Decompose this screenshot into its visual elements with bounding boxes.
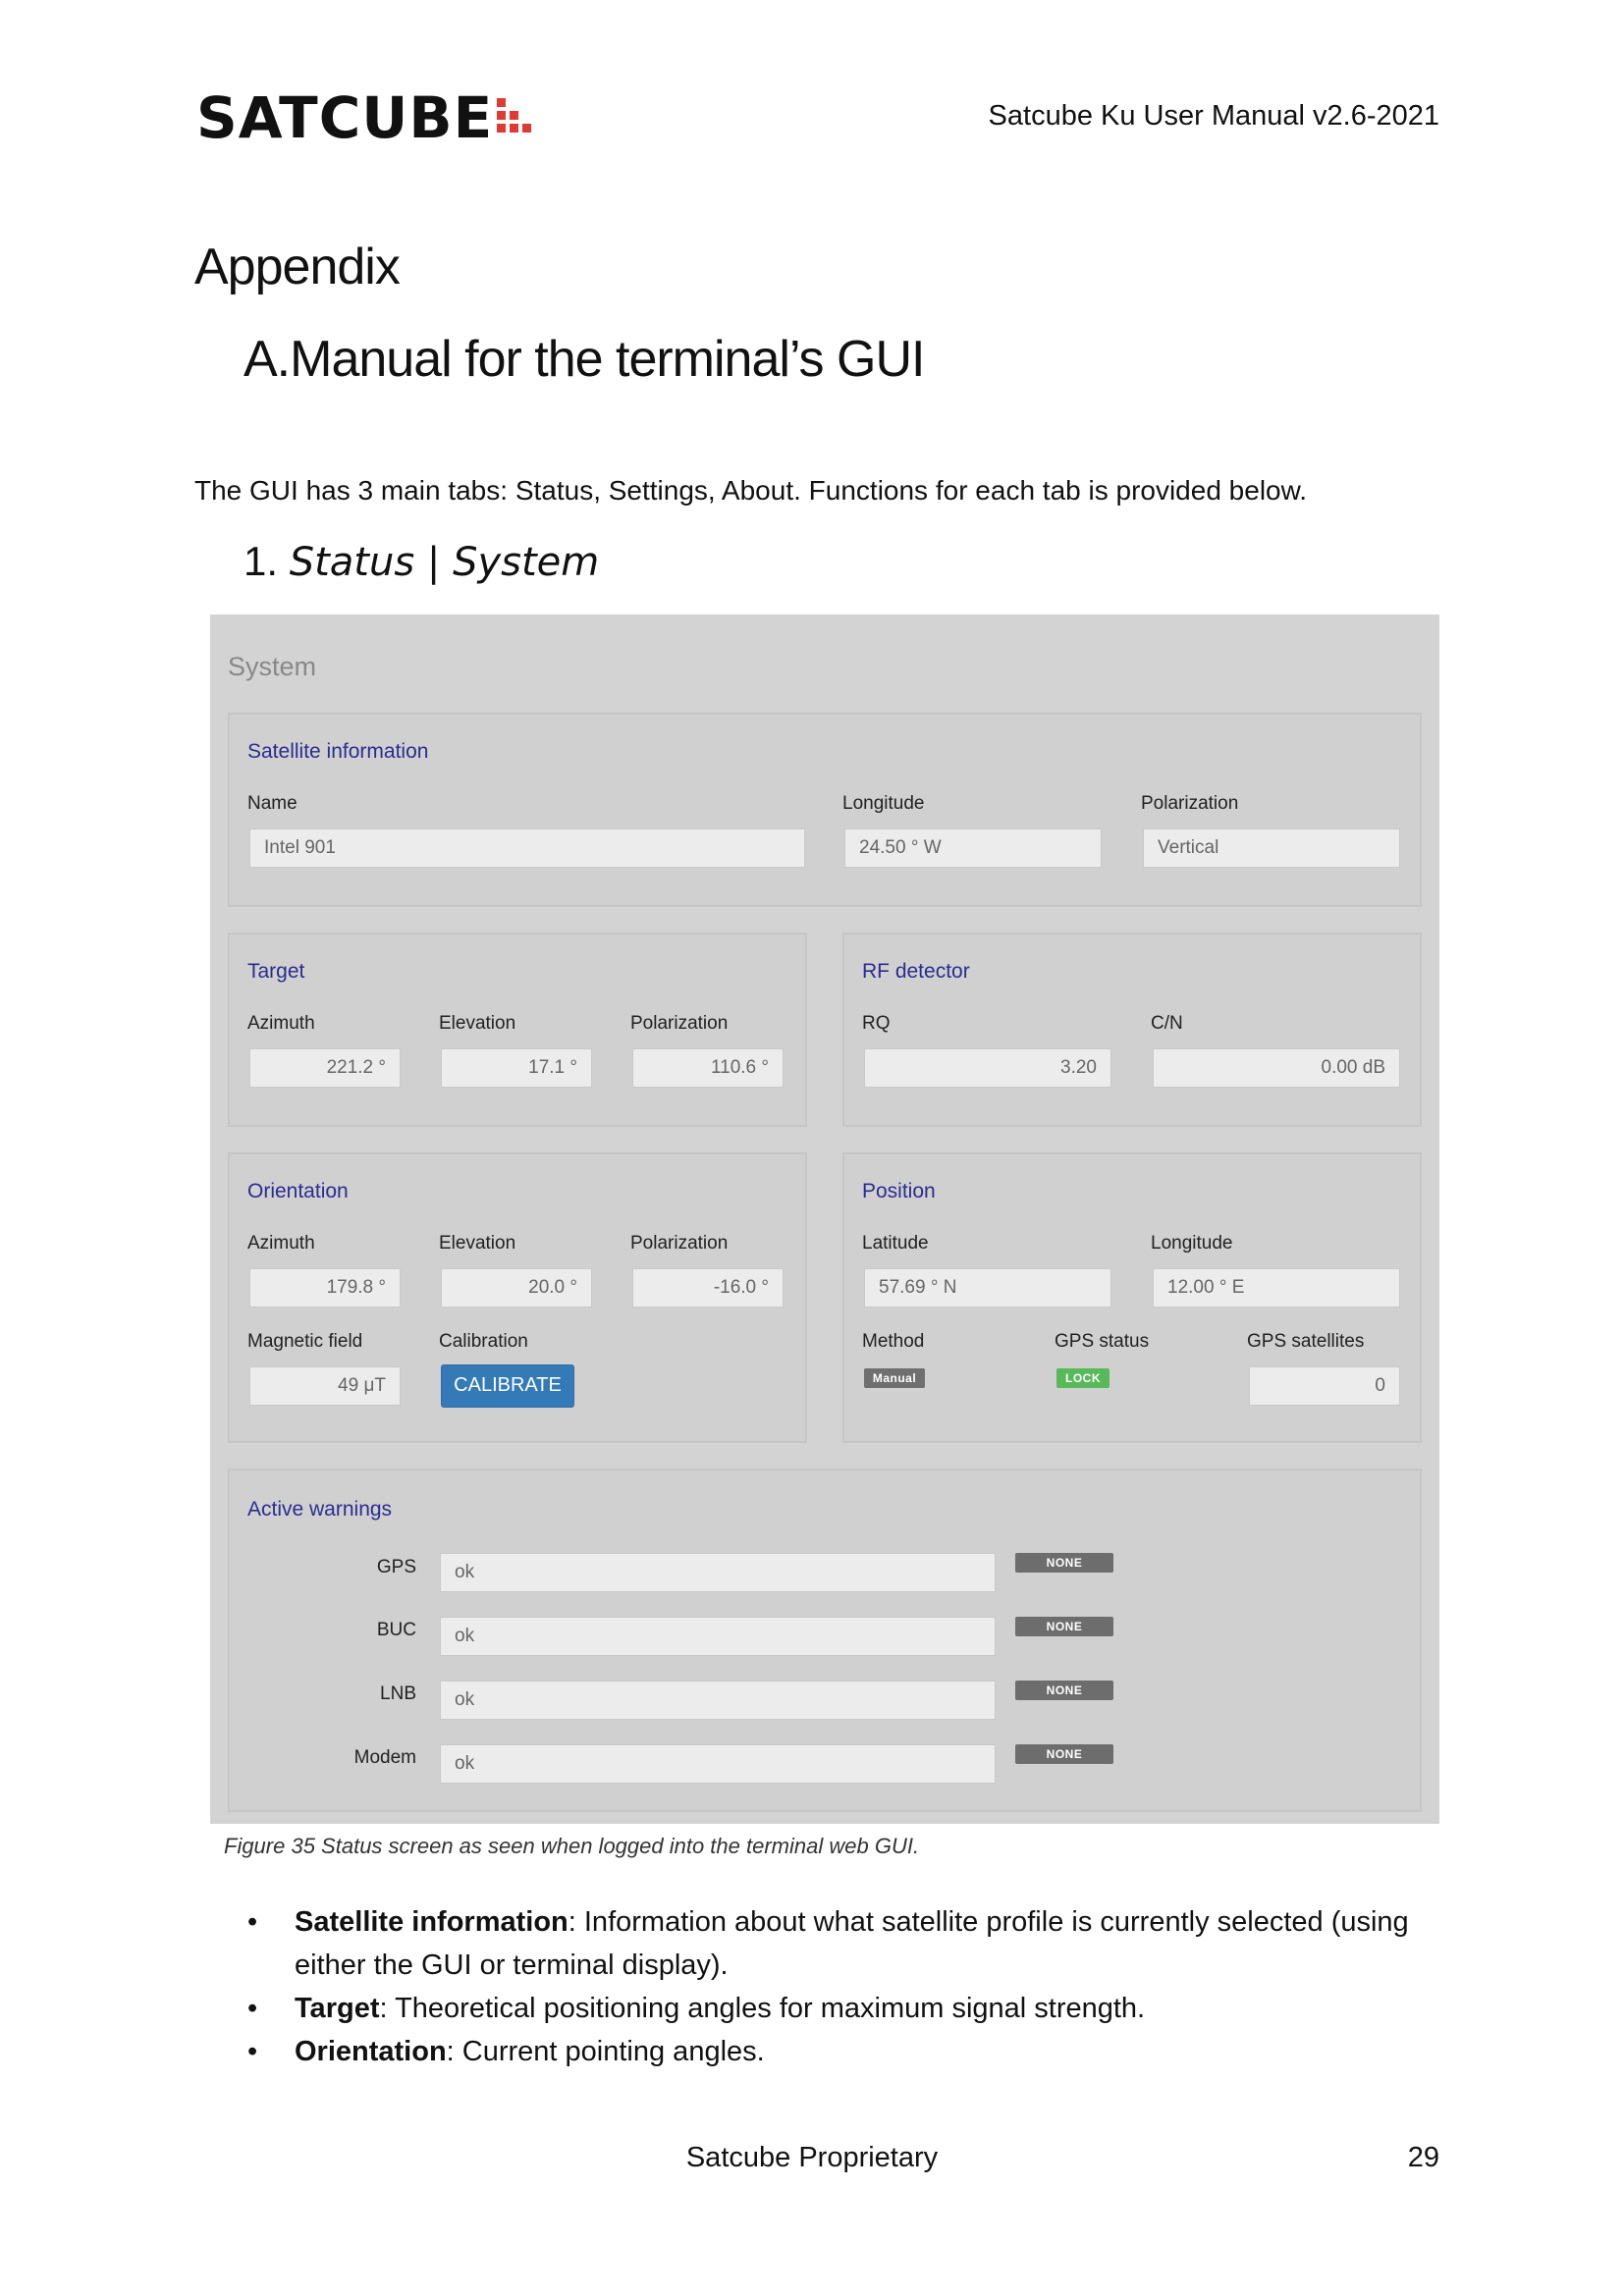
warning-label-modem: Modem	[353, 1747, 416, 1768]
bullet-text: : Theoretical positioning angles for maximum signal strength.	[379, 1993, 1146, 2024]
elevation-label: Elevation	[439, 1013, 516, 1034]
azimuth-label: Azimuth	[247, 1013, 315, 1034]
gps-status-badge: LOCK	[1056, 1368, 1110, 1388]
target-azimuth-field[interactable]: 221.2 °	[249, 1048, 401, 1088]
warning-badge-modem: NONE	[1015, 1744, 1113, 1764]
logo-dots-icon	[497, 96, 544, 141]
position-longitude-field[interactable]: 12.00 ° E	[1153, 1268, 1400, 1308]
warning-badge-lnb: NONE	[1015, 1681, 1113, 1700]
panel-title: Satellite information	[247, 740, 429, 763]
target-polarization-field[interactable]: 110.6 °	[632, 1048, 784, 1088]
list-item	[244, 1900, 1441, 1987]
magnetic-field-field[interactable]: 49 μT	[249, 1366, 401, 1406]
rq-label: RQ	[862, 1013, 891, 1034]
gps-satellites-field[interactable]: 0	[1249, 1366, 1400, 1406]
position-panel	[842, 1152, 1422, 1443]
gps-status-label: GPS status	[1055, 1331, 1150, 1352]
panel-title: Orientation	[247, 1180, 349, 1202]
calibration-label: Calibration	[439, 1331, 528, 1352]
warning-field-modem[interactable]: ok	[440, 1744, 996, 1784]
bullet-icon: •	[247, 1906, 258, 1938]
orientation-polarization-field[interactable]: -16.0 °	[632, 1268, 784, 1308]
gps-satellites-label: GPS satellites	[1247, 1331, 1365, 1352]
active-warnings-panel	[228, 1468, 1422, 1812]
name-label: Name	[247, 793, 298, 814]
appendix-heading: Appendix	[194, 239, 400, 295]
document-title: Satcube Ku User Manual v2.6-2021	[988, 100, 1439, 132]
panel-title: Target	[247, 960, 305, 983]
warning-label-lnb: LNB	[380, 1683, 416, 1704]
polarization-label: Polarization	[630, 1013, 729, 1034]
longitude-label: Longitude	[1151, 1233, 1233, 1254]
cn-label: C/N	[1151, 1013, 1183, 1034]
polarization-label: Polarization	[630, 1233, 729, 1254]
panel-title: Position	[862, 1180, 936, 1202]
panel-title: Active warnings	[247, 1498, 393, 1521]
warning-field-buc[interactable]: ok	[440, 1617, 996, 1656]
method-label: Method	[862, 1331, 925, 1352]
panel-title: RF detector	[862, 960, 970, 983]
list-item	[244, 2030, 1441, 2073]
satellite-polarization-field[interactable]: Vertical	[1143, 828, 1400, 868]
target-panel	[228, 933, 807, 1127]
calibrate-button[interactable]: CALIBRATE	[441, 1364, 574, 1408]
page-number: 29	[1407, 2142, 1439, 2173]
warning-badge-buc: NONE	[1015, 1617, 1113, 1636]
subsection-number: 1.	[244, 538, 290, 584]
bullet-term: Satellite information	[295, 1906, 568, 1938]
list-item	[244, 1987, 1441, 2030]
bullet-term: Target	[295, 1993, 380, 2024]
subsection-title: Status | System	[289, 540, 600, 585]
logo-text: SATCUBE	[196, 84, 494, 151]
section-a-heading: A.Manual for the terminal’s GUI	[244, 331, 925, 388]
warning-field-lnb[interactable]: ok	[440, 1681, 996, 1720]
azimuth-label: Azimuth	[247, 1233, 315, 1254]
elevation-label: Elevation	[439, 1233, 516, 1254]
orientation-azimuth-field[interactable]: 179.8 °	[249, 1268, 401, 1308]
satcube-logo	[196, 86, 544, 149]
bullet-text: : Information about what satellite profile is currently selected (using either the GUI or terminal display).	[295, 1906, 1409, 1981]
rf-detector-panel	[842, 933, 1422, 1127]
bullet-icon: •	[247, 1993, 258, 2024]
polarization-label: Polarization	[1141, 793, 1239, 814]
system-title: System	[228, 652, 317, 681]
bullet-list	[244, 1900, 1441, 2073]
magnetic-field-label: Magnetic field	[247, 1331, 363, 1352]
gui-screenshot	[210, 614, 1439, 1824]
warning-badge-gps: NONE	[1015, 1553, 1113, 1573]
subsection-heading	[244, 538, 599, 585]
rq-field[interactable]: 3.20	[864, 1048, 1111, 1088]
orientation-panel	[228, 1152, 807, 1443]
target-elevation-field[interactable]: 17.1 °	[441, 1048, 592, 1088]
bullet-icon: •	[247, 2036, 258, 2067]
orientation-elevation-field[interactable]: 20.0 °	[441, 1268, 592, 1308]
bullet-text: : Current pointing angles.	[446, 2036, 765, 2067]
satellite-name-field[interactable]: Intel 901	[249, 828, 805, 868]
cn-field[interactable]: 0.00 dB	[1153, 1048, 1400, 1088]
latitude-field[interactable]: 57.69 ° N	[864, 1268, 1111, 1308]
warning-field-gps[interactable]: ok	[440, 1553, 996, 1592]
warning-label-buc: BUC	[376, 1620, 416, 1640]
method-badge: Manual	[864, 1368, 925, 1388]
figure-caption: Figure 35 Status screen as seen when logged into the terminal web GUI.	[224, 1834, 920, 1858]
warning-label-gps: GPS	[376, 1557, 416, 1577]
satellite-info-panel	[228, 713, 1422, 907]
latitude-label: Latitude	[862, 1233, 929, 1254]
footer-text: Satcube Proprietary	[685, 2142, 939, 2173]
satellite-longitude-field[interactable]: 24.50 ° W	[844, 828, 1102, 868]
bullet-term: Orientation	[295, 2036, 447, 2067]
intro-paragraph: The GUI has 3 main tabs: Status, Settings, About. Functions for each tab is provided below.	[194, 475, 1308, 506]
longitude-label: Longitude	[842, 793, 925, 814]
